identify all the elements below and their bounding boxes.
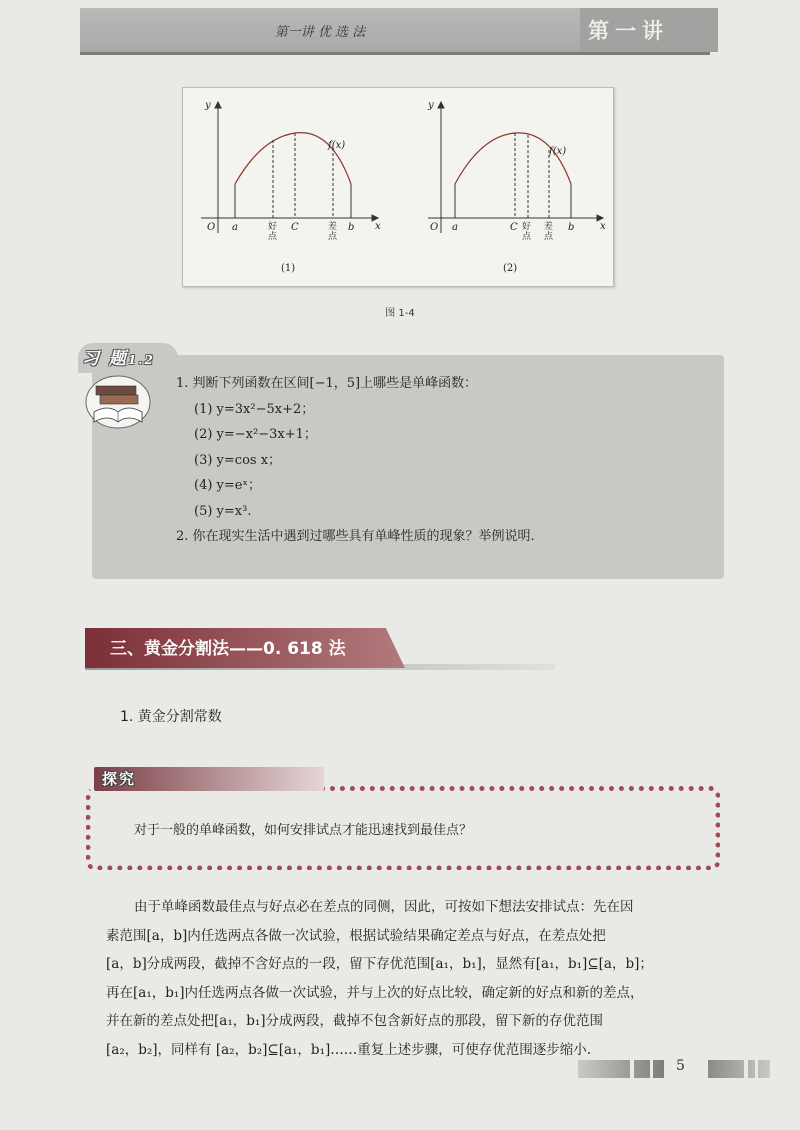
p1-tick-good2: 点 xyxy=(268,232,278,242)
exercise-number: 1.2 xyxy=(127,353,155,367)
p2-y-label: y xyxy=(428,100,434,111)
p1-tick-bad2: 点 xyxy=(328,232,338,242)
exercise-item-1: (1) y=3x²−5x+2； xyxy=(194,401,315,417)
explore-tag: 探究 xyxy=(102,770,137,788)
p1-caption: (1) xyxy=(281,263,296,274)
exercise-q2: 2. 你在现实生活中遇到过哪些具有单峰性质的现象？举例说明. xyxy=(176,529,535,544)
p1-y-label: y xyxy=(205,100,211,111)
p1-tick-good1: 好 xyxy=(268,222,278,232)
p2-tick-c: C xyxy=(510,222,518,233)
p2-tick-good1: 好 xyxy=(522,222,532,232)
body-line-6: [a₂，b₂]，同样有 [a₂，b₂]⊆[a₁，b₁]……重复上述步骤，可使存优范围逐步缩小. xyxy=(106,1041,592,1058)
p1-x-label: x xyxy=(375,221,381,232)
p2-caption: (2) xyxy=(503,263,518,274)
footer-gap xyxy=(650,1060,653,1078)
exercise-title-text: 习 题 xyxy=(82,349,128,369)
figure-caption: 图 1-4 xyxy=(385,308,415,319)
body-line-5: 并在新的差点处把[a₁，b₁]分成两段，截掉不包含新好点的那段，留下新的存优范围 xyxy=(106,1013,604,1029)
header-subtitle: 第一讲 优 选 法 xyxy=(274,25,366,40)
body-line-1: 由于单峰函数最佳点与好点必在差点的同侧，因此，可按如下想法安排试点：先在因 xyxy=(134,899,634,915)
body-line-2: 素范围[a，b]内任选两点各做一次试验，根据试验结果确定差点与好点，在差点处把 xyxy=(106,927,606,944)
p2-func: f(x) xyxy=(549,146,567,157)
unimodal-graphs xyxy=(183,88,613,286)
p2-tick-a: a xyxy=(452,222,458,233)
books-icon xyxy=(84,372,152,430)
exercise-title xyxy=(82,344,155,369)
exercise-item-4: (4) y=eˣ； xyxy=(194,478,261,493)
explore-frame-top xyxy=(320,786,714,791)
exercise-content xyxy=(176,371,535,550)
exercise-q1: 1. 判断下列函数在区间[−1，5]上哪些是单峰函数： xyxy=(176,376,478,391)
p2-tick-bad2: 点 xyxy=(544,232,554,242)
p1-tick-c: C xyxy=(291,222,299,233)
p2-tick-b: b xyxy=(568,222,575,233)
header-chapter: 第一讲 xyxy=(580,8,718,52)
p1-tick-a: a xyxy=(232,222,238,233)
footer-bar-right xyxy=(708,1060,770,1078)
exercise-item-2: (2) y=−x²−3x+1； xyxy=(194,427,317,442)
p2-tick-bad1: 差 xyxy=(544,222,554,232)
section-title: 三、黄金分割法——0. 618 法 xyxy=(110,639,346,659)
footer-gap xyxy=(744,1060,748,1078)
p2-tick-good2: 点 xyxy=(522,232,532,242)
body-line-4: 再在[a₁，b₁]内任选两点各做一次试验，并与上次的好点比较，确定新的好点和新的差点， xyxy=(106,984,644,1001)
page-header xyxy=(80,8,710,55)
p1-tick-b: b xyxy=(348,222,355,233)
figure-1-4 xyxy=(182,87,614,287)
subsection-heading: 1. 黄金分割常数 xyxy=(120,709,222,725)
explore-question: 对于一般的单峰函数，如何安排试点才能迅速找到最佳点？ xyxy=(134,823,473,838)
body-line-3: [a，b]分成两段，截掉不含好点的一段，留下存优范围[a₁，b₁]，显然有[a₁，b₁]⊆[a，b]； xyxy=(106,956,653,972)
p1-func: f(x) xyxy=(328,140,346,151)
p2-x-label: x xyxy=(600,221,606,232)
p2-origin: O xyxy=(430,222,439,233)
p1-origin: O xyxy=(207,222,216,233)
page-number: 5 xyxy=(676,1058,685,1074)
p1-tick-bad1: 差 xyxy=(328,222,338,232)
exercise-item-5: (5) y=x³. xyxy=(194,503,252,519)
footer-gap xyxy=(630,1060,634,1078)
body-paragraph xyxy=(106,893,714,1064)
exercise-item-3: (3) y=cos x； xyxy=(194,452,282,468)
footer-gap xyxy=(755,1060,758,1078)
